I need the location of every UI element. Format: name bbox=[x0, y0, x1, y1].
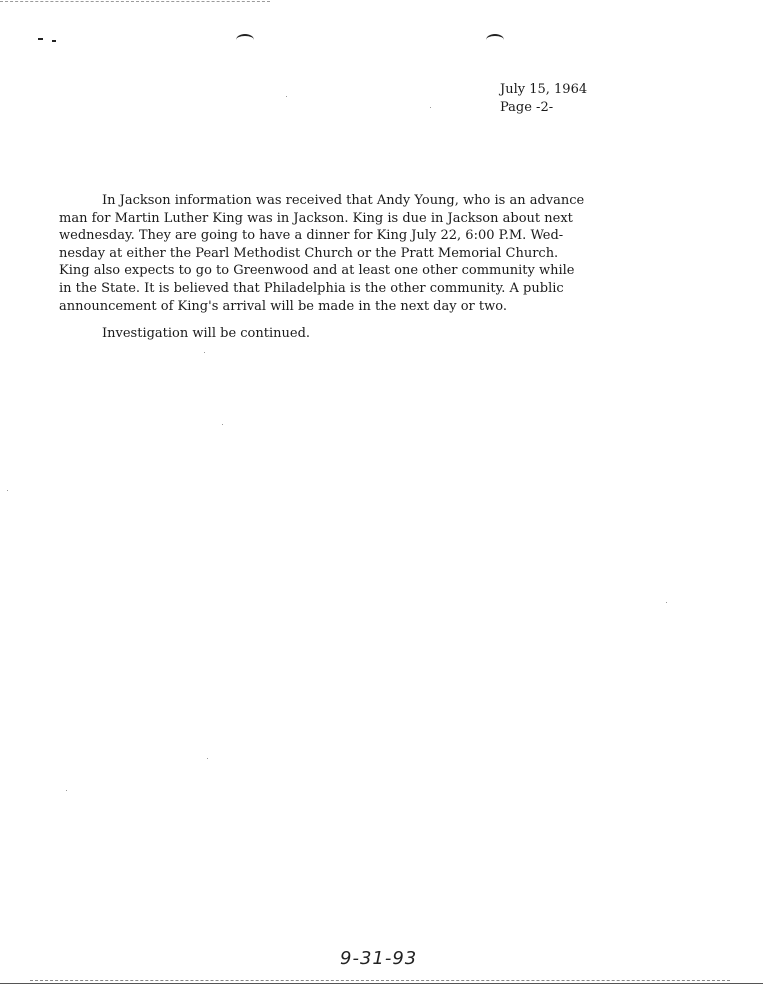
body-line: nesday at either the Pearl Methodist Church or the Pratt Memorial Church. bbox=[59, 245, 559, 261]
body-line: in the State. It is believed that Philadelphia is the other community. A public bbox=[59, 280, 564, 296]
document-header bbox=[500, 81, 587, 117]
document-date: July 15, 1964 bbox=[500, 82, 588, 97]
bottom-rule bbox=[0, 983, 763, 984]
scan-speck bbox=[7, 490, 8, 491]
bottom-dashed-rule bbox=[30, 980, 730, 981]
scan-speck bbox=[430, 107, 431, 108]
page-number: Page -2- bbox=[500, 100, 554, 115]
scan-speck bbox=[204, 352, 205, 353]
body-paragraph bbox=[59, 192, 671, 315]
closing-statement: Investigation will be continued. bbox=[102, 326, 311, 341]
body-line: In Jackson information was received that Andy Young, who is an advance bbox=[102, 193, 585, 208]
handwritten-file-number: 9-31-93 bbox=[340, 948, 418, 969]
body-line: man for Martin Luther King was in Jackson. King is due in Jackson about next bbox=[59, 210, 573, 226]
body-line: King also expects to go to Greenwood and at least one other community while bbox=[59, 263, 575, 279]
hole-punch-mark bbox=[486, 34, 504, 46]
scan-speck bbox=[222, 424, 223, 425]
top-dashed-rule bbox=[0, 1, 270, 2]
scan-speck bbox=[286, 96, 287, 97]
scan-mark bbox=[38, 38, 43, 40]
scan-mark bbox=[52, 40, 56, 42]
body-line: announcement of King's arrival will be made in the next day or two. bbox=[59, 298, 507, 314]
scan-speck bbox=[66, 790, 67, 791]
scan-speck bbox=[207, 758, 208, 759]
hole-punch-mark bbox=[236, 34, 254, 46]
scan-speck bbox=[666, 602, 667, 603]
body-line: wednesday. They are going to have a dinner for King July 22, 6:00 P.M. Wed- bbox=[59, 228, 564, 244]
